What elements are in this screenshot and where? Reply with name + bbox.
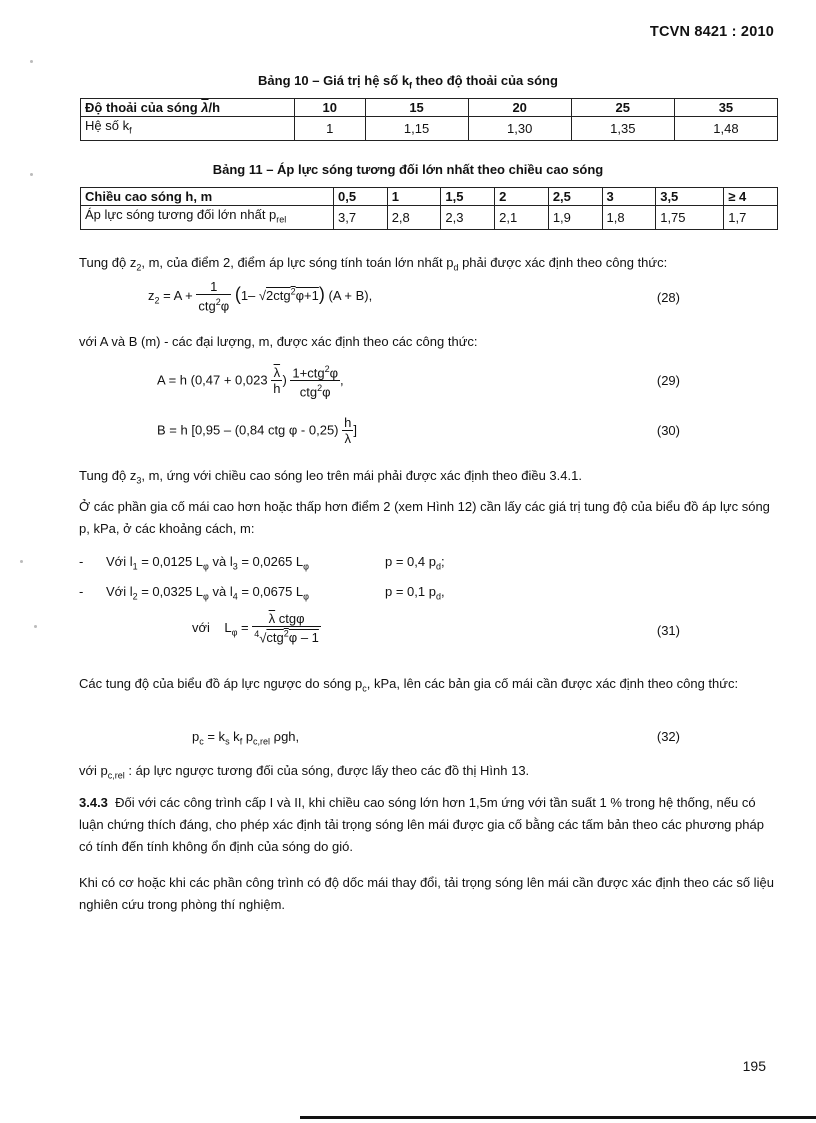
scan-dot xyxy=(30,173,33,176)
equation-number: (30) xyxy=(656,423,680,438)
table-cell: 1 xyxy=(387,188,441,206)
paragraph: với A và B (m) - các đại lượng, m, được xác định theo các công thức: xyxy=(79,334,478,349)
scan-dot xyxy=(20,560,23,563)
table-cell: 0,5 xyxy=(334,188,388,206)
table-cell: 1,7 xyxy=(724,206,778,230)
table-cell: 2,5 xyxy=(548,188,602,206)
table-row xyxy=(81,188,778,206)
list-item: Với $l_1 = 0,0125$ $L_\varphi$ và $l_3 = 0,0265$ $L_\varphi$ xyxy=(106,554,309,572)
paragraph xyxy=(79,792,779,858)
table-cell: 2 xyxy=(495,188,549,206)
table-cell: 2,1 xyxy=(495,206,549,230)
table-cell: 35 xyxy=(674,99,777,117)
page-number: 195 xyxy=(742,1058,766,1074)
table-row xyxy=(81,117,778,141)
table-cell: 1,75 xyxy=(656,206,724,230)
table-10 xyxy=(80,98,778,141)
table-cell: Chiều cao sóng h, m xyxy=(81,188,334,206)
paragraph: Tung độ $z_3$, m, ứng với chiều cao sóng leo trên mái phải được xác định theo điều 3.4.1. xyxy=(79,468,582,486)
table-cell: Hệ số $k_f$ xyxy=(81,117,295,141)
table-cell: 1,8 xyxy=(602,206,656,230)
equation-29: A = h (0,47 + 0,023 $\frac{\overline{\lambda}}{h}$ ) $\frac{1+ctg^2\varphi}{ctg^2\varphi}$ , xyxy=(157,364,344,400)
table-cell: 3 xyxy=(602,188,656,206)
table-cell: 1,35 xyxy=(571,117,674,141)
scan-dot xyxy=(34,625,37,628)
list-item: - xyxy=(79,554,84,569)
table-cell: 15 xyxy=(365,99,468,117)
table-row xyxy=(81,206,778,230)
clause-number: 3.4.3 xyxy=(79,795,108,810)
table-cell: Áp lực sóng tương đối lớn nhất $p_{rel}$ xyxy=(81,206,334,230)
table-cell: 3,5 xyxy=(656,188,724,206)
table-cell: 3,7 xyxy=(334,206,388,230)
equation-31: với $L_\varphi$ = $\frac{\overline{\lambda} ctg\varphi}{^4√ctg^2\varphi - 1}$ xyxy=(192,611,319,646)
scan-edge-line xyxy=(300,1116,816,1119)
equation-30: B = h [0,95 – (0,84 ctg φ - 0,25) $\frac{h}{\lambda}$ ] xyxy=(157,415,357,446)
table-cell: 1,5 xyxy=(441,188,495,206)
table-cell: 10 xyxy=(295,99,366,117)
equation-number: (31) xyxy=(656,623,680,638)
table-11-caption: Bảng 11 – Áp lực sóng tương đối lớn nhất theo chiều cao sóng xyxy=(212,162,604,177)
table-cell: Độ thoải của sóng $\overline{\lambda}/h$ xyxy=(81,99,295,117)
equation-number: (28) xyxy=(656,290,680,305)
scan-dot xyxy=(30,60,33,63)
table-cell: 1,9 xyxy=(548,206,602,230)
table-10-caption: Bảng 10 – Giá trị hệ số $k_f$ theo độ thoải của sóng xyxy=(258,73,558,91)
list-item: p = 0,4 $p_d$; xyxy=(385,554,445,572)
table-cell: 25 xyxy=(571,99,674,117)
table-cell: 2,3 xyxy=(441,206,495,230)
paragraph: Khi có cơ hoặc khi các phần công trình có độ dốc mái thay đổi, tải trọng sóng lên mái cần được xác định theo các số liệu nghiên cứu trong phòng thí nghiệm. xyxy=(79,875,774,912)
table-cell: 2,8 xyxy=(387,206,441,230)
paragraph: Tung độ $z_2$, m, của điểm 2, điểm áp lực sóng tính toán lớn nhất $p_d$ phải được xác định theo công thức: xyxy=(79,255,668,273)
equation-number: (32) xyxy=(656,729,680,744)
table-11 xyxy=(80,187,778,230)
table-cell: 1 xyxy=(295,117,366,141)
equation-28: $z_2 = A$ + $\frac{1}{ctg^2\varphi}$ (1– √2ctg$^2$φ+1) (A + B), xyxy=(148,279,373,314)
paragraph: Ở các phần gia cố mái cao hơn hoặc thấp hơn điểm 2 (xem Hình 12) cần lấy các giá trị tung độ của biểu đồ áp lực sóng p, kPa, ở các khoảng cách, m: xyxy=(79,499,770,536)
table-cell: ≥ 4 xyxy=(724,188,778,206)
clause-text: Đối với các công trình cấp I và II, khi chiều cao sóng lớn hơn 1,5m ứng với tần suất 1 % trong hệ thống, nếu có luận chứng thích đáng, cho phép xác định tải trọng sóng lên mái được gia cố bằng các tấm bản theo các phương pháp có tính đến tính không ổn định của sóng do gió. xyxy=(79,795,764,854)
list-item: p = 0,1 $p_d$, xyxy=(385,584,445,602)
table-row xyxy=(81,99,778,117)
list-item: Với $l_2 = 0,0325$ $L_\varphi$ và $l_4 = 0,0675$ $L_\varphi$ xyxy=(106,584,309,602)
table-cell: 1,15 xyxy=(365,117,468,141)
paragraph: với $p_{c,rel}$ : áp lực ngược tương đối của sóng, được lấy theo các đồ thị Hình 13. xyxy=(79,763,530,781)
equation-32: $p_c = k_s$ $k_f$ $p_{c,rel}$ ρgh, xyxy=(192,729,300,747)
table-cell: 1,30 xyxy=(468,117,571,141)
document-code: TCVN 8421 : 2010 xyxy=(649,24,774,40)
paragraph: Các tung độ của biểu đồ áp lực ngược do sóng $p_c$, kPa, lên các bản gia cố mái cần được xác định theo công thức: xyxy=(79,676,739,694)
table-cell: 20 xyxy=(468,99,571,117)
equation-number: (29) xyxy=(656,373,680,388)
list-item: - xyxy=(79,584,84,599)
table-cell: 1,48 xyxy=(674,117,777,141)
